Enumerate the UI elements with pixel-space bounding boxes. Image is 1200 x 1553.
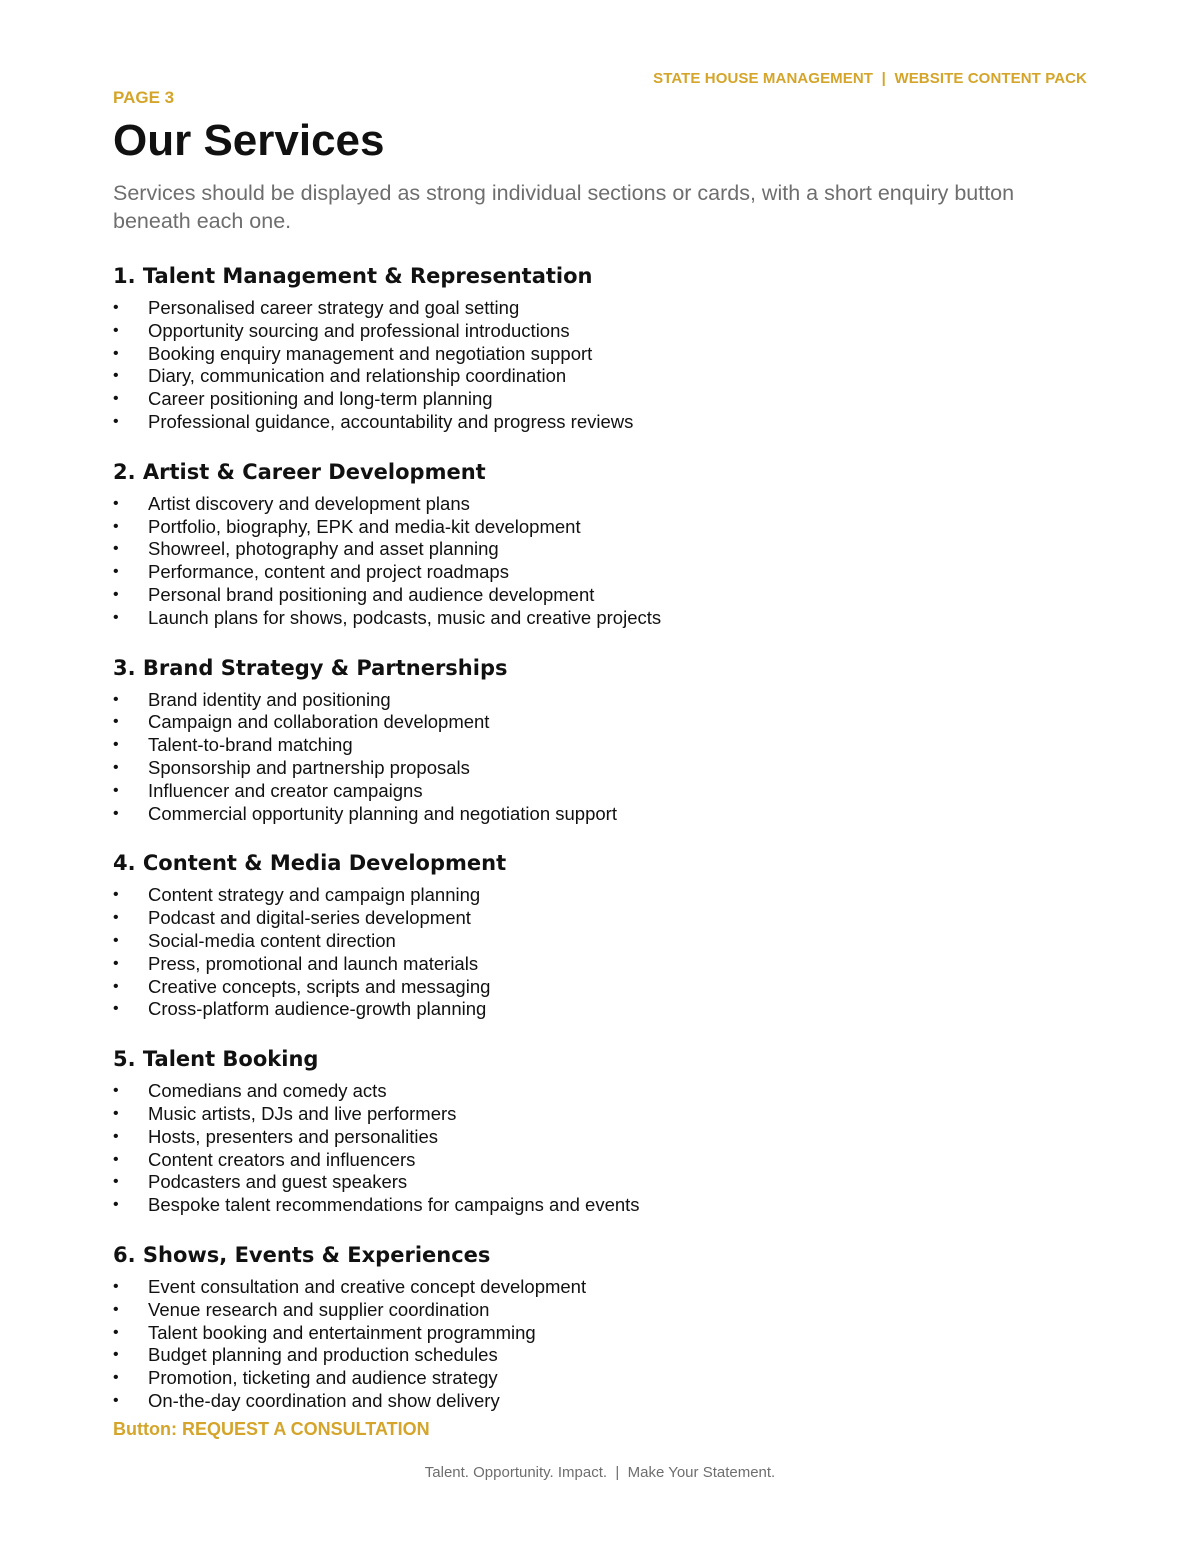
list-item [113, 411, 1088, 434]
list-item [113, 1103, 1088, 1126]
bullet-icon: • [113, 1104, 119, 1122]
section-heading: 2. Artist & Career Development [113, 459, 486, 484]
service-section [113, 1241, 1088, 1413]
list-item-text: Artist discovery and development plans [148, 492, 470, 514]
services-list [113, 262, 1088, 1413]
bullet-list [113, 297, 1088, 434]
list-item [113, 538, 1088, 561]
bullet-icon: • [113, 299, 119, 316]
list-item-text: On-the-day coordination and show delivery [148, 1389, 500, 1411]
list-item [113, 1322, 1088, 1345]
service-section [113, 654, 1088, 826]
list-item [113, 365, 1088, 388]
bullet-icon: • [113, 931, 119, 949]
list-item-text: Campaign and collaboration development [148, 711, 490, 733]
list-item-text: Showreel, photography and asset planning [148, 538, 499, 560]
bullet-icon: • [113, 1196, 119, 1214]
list-item-text: Content creators and influencers [148, 1148, 416, 1170]
list-item [113, 1194, 1088, 1217]
service-section [113, 1045, 1088, 1217]
list-item-text: Talent-to-brand matching [148, 734, 353, 756]
list-item-text: Podcast and digital-series development [148, 907, 471, 929]
list-item [113, 1080, 1088, 1103]
service-section [113, 458, 1088, 630]
bullet-list [113, 493, 1088, 630]
list-item [113, 1390, 1088, 1413]
bullet-icon: • [113, 1082, 119, 1100]
page-label: PAGE 3 [113, 88, 175, 107]
list-item-text: Diary, communication and relationship coordination [148, 365, 567, 387]
list-item [113, 1171, 1088, 1194]
list-item-text: Commercial opportunity planning and negotiation support [148, 802, 617, 824]
list-item-text: Personalised career strategy and goal setting [148, 297, 520, 318]
list-item [113, 930, 1088, 953]
bullet-list [113, 1080, 1088, 1217]
bullet-icon: • [113, 517, 119, 535]
list-item [113, 320, 1088, 343]
list-item-text: Bespoke talent recommendations for campaigns and events [148, 1194, 640, 1216]
bullet-icon: • [113, 1173, 119, 1191]
list-item [113, 1344, 1088, 1367]
list-item [113, 1276, 1088, 1299]
list-item [113, 1299, 1088, 1322]
list-item [113, 584, 1088, 607]
list-item [113, 1126, 1088, 1149]
bullet-icon: • [113, 758, 119, 776]
list-item-text: Cross-platform audience-growth planning [148, 998, 487, 1020]
footer-tagline: Talent. Opportunity. Impact. | Make Your Statement. [424, 1464, 776, 1481]
list-item-text: Promotion, ticketing and audience strategy [148, 1367, 498, 1389]
bullet-icon: • [113, 977, 119, 995]
list-item [113, 757, 1088, 780]
list-item-text: Talent booking and entertainment programming [148, 1321, 536, 1343]
bullet-icon: • [113, 909, 119, 927]
bullet-icon: • [113, 1127, 119, 1145]
bullet-icon: • [113, 540, 119, 558]
bullet-list [113, 689, 1088, 826]
list-item-text: Podcasters and guest speakers [148, 1171, 408, 1193]
list-item-text: Comedians and comedy acts [148, 1080, 387, 1102]
list-item [113, 953, 1088, 976]
list-item [113, 297, 1088, 320]
section-heading: 1. Talent Management & Representation [113, 264, 593, 288]
bullet-icon: • [113, 563, 119, 581]
list-item-text: Launch plans for shows, podcasts, music and creative projects [148, 606, 662, 628]
intro-text: Services should be displayed as strong individual sections or cards, with a short enquiry button beneath each one. [113, 181, 1015, 233]
list-item-text: Professional guidance, accountability and progress reviews [148, 410, 634, 432]
bullet-icon: • [113, 1277, 119, 1295]
list-item [113, 1367, 1088, 1390]
list-item [113, 711, 1088, 734]
list-item [113, 1149, 1088, 1172]
list-item-text: Brand identity and positioning [148, 688, 391, 710]
bullet-icon: • [113, 367, 119, 385]
bullet-icon: • [113, 390, 119, 408]
list-item [113, 343, 1088, 366]
list-item [113, 516, 1088, 539]
bullet-list [113, 884, 1088, 1021]
bullet-icon: • [113, 585, 119, 603]
list-item [113, 907, 1088, 930]
list-item [113, 734, 1088, 757]
running-header: STATE HOUSE MANAGEMENT | WEBSITE CONTENT PACK [653, 70, 1087, 87]
bullet-icon: • [113, 886, 119, 904]
list-item [113, 561, 1088, 584]
section-heading: 5. Talent Booking [113, 1047, 319, 1072]
list-item-text: Personal brand positioning and audience development [148, 583, 595, 605]
service-section [113, 849, 1088, 1021]
bullet-icon: • [113, 321, 119, 339]
list-item-text: Opportunity sourcing and professional introductions [148, 319, 570, 341]
bullet-icon: • [113, 736, 119, 754]
section-heading: 4. Content & Media Development [113, 851, 507, 876]
list-item [113, 884, 1088, 907]
list-item-text: Hosts, presenters and personalities [148, 1125, 438, 1147]
list-item [113, 998, 1088, 1021]
list-item-text: Venue research and supplier coordination [148, 1298, 490, 1320]
list-item-text: Career positioning and long-term planning [148, 388, 493, 410]
list-item-text: Creative concepts, scripts and messaging [148, 975, 491, 997]
section-heading: 6. Shows, Events & Experiences [113, 1242, 491, 1267]
list-item-text: Sponsorship and partnership proposals [148, 756, 470, 778]
bullet-icon: • [113, 494, 119, 512]
list-item-text: Press, promotional and launch materials [148, 952, 479, 974]
bullet-icon: • [113, 1323, 119, 1341]
list-item-text: Booking enquiry management and negotiation support [148, 342, 593, 364]
list-item-text: Social-media content direction [148, 929, 396, 951]
bullet-icon: • [113, 713, 119, 731]
bullet-icon: • [113, 954, 119, 972]
bullet-icon: • [113, 1391, 119, 1409]
list-item [113, 493, 1088, 516]
list-item-text: Performance, content and project roadmaps [148, 561, 509, 583]
cta-note: Button: REQUEST A CONSULTATION [113, 1418, 430, 1439]
list-item [113, 689, 1088, 712]
bullet-icon: • [113, 781, 119, 799]
page-content [113, 88, 1088, 1440]
bullet-icon: • [113, 608, 119, 626]
list-item-text: Budget planning and production schedules [148, 1344, 498, 1366]
list-item-text: Content strategy and campaign planning [148, 884, 481, 906]
bullet-icon: • [113, 1150, 119, 1168]
page-title: Our Services [113, 116, 385, 165]
list-item-text: Event consultation and creative concept development [148, 1275, 587, 1297]
list-item-text: Portfolio, biography, EPK and media-kit development [148, 515, 581, 537]
bullet-icon: • [113, 1300, 119, 1318]
list-item [113, 388, 1088, 411]
service-section [113, 262, 1088, 434]
list-item [113, 607, 1088, 630]
bullet-icon: • [113, 690, 119, 708]
bullet-icon: • [113, 412, 119, 430]
bullet-icon: • [113, 804, 119, 822]
list-item-text: Music artists, DJs and live performers [148, 1102, 457, 1124]
bullet-icon: • [113, 344, 119, 362]
bullet-icon: • [113, 1369, 119, 1387]
section-heading: 3. Brand Strategy & Partnerships [113, 655, 508, 680]
bullet-list [113, 1276, 1088, 1413]
list-item [113, 780, 1088, 803]
bullet-icon: • [113, 1000, 119, 1018]
list-item-text: Influencer and creator campaigns [148, 779, 423, 801]
list-item [113, 803, 1088, 826]
list-item [113, 976, 1088, 999]
bullet-icon: • [113, 1346, 119, 1364]
